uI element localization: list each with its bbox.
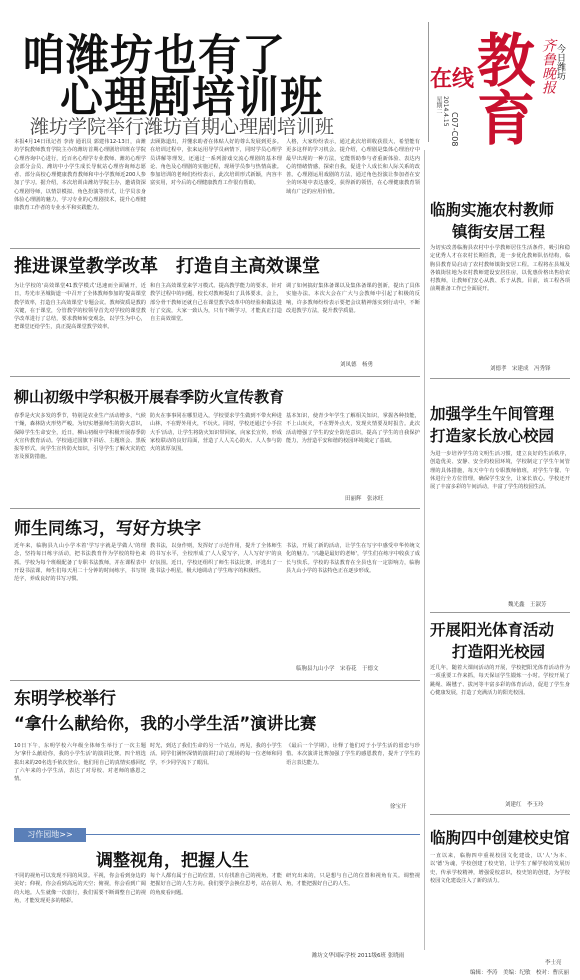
story4-title: 师生同练习，写好方块字 — [14, 519, 201, 539]
lead-subtitle: 潍坊学院举行潍坊首期心理剧培训班 — [30, 116, 335, 138]
right-story-a-byline: 刘德孝 宋建成 冯秀锋 — [490, 366, 551, 372]
masthead-weekday: 星期二 — [435, 96, 442, 114]
story3-col2: 防火在事事同在哪里进入，学校要求学生做到不带火种进山林，不在野外用火，不玩火。同时，学校还通过'小手拉大手'活动，让学生将防火知识带回家，向家长宣传，形成家校联动的良好局面，营造了人人关心防火、人人参与防火的浓厚氛围。 — [150, 413, 282, 453]
lead-title-line2: 心理剧培训班 — [60, 73, 324, 123]
right-story-c-byline: 刘建红 李玉玲 — [505, 802, 544, 808]
masthead-divider — [428, 22, 429, 142]
masthead-section-jiaoyu: 教育 — [467, 30, 535, 146]
story5-col1: 10日下午，东明学校六年级全体师生举行了一次主题为'拿什么献给你，我的小学生活'的演讲比赛。四个班选拔出来的20名选手依次登台，他们用自己的真情实感回忆了六年来的小学生活，表达了对母校、对老师的感恩之情。 — [14, 743, 146, 783]
story2-col3: 调了如何搞好集体备课以及集体备课的创新，提出了具体实施办法。本次大会在广大与会教师中引起了积极的反响，许多教师纷纷表示要把会议精神落实到行动中，不断改进教学方法，提升教学质量。 — [286, 283, 420, 314]
story2-top-rule — [10, 248, 420, 249]
right-story-d-rule — [430, 814, 570, 815]
right-story-b-body: 为进一步培养学生的文明生活习惯，建立良好的生活秩序，创造优美、安静、安全的校园环境，学校制定了学生午间管理的具体措施，每天中午有专职教师值班，对学生午餐、午休进行全方位管理，确保学生安全，让家长放心。学校还开展了丰富多彩的午间活动，丰富了学生的校园生活。 — [430, 451, 570, 491]
right-story-c-title-line2: 打造阳光校园 — [452, 643, 546, 661]
lead-title-line1: 咱潍坊也有了 — [22, 31, 286, 81]
right-story-d-byline: 李士亮 — [545, 960, 562, 966]
masthead-paper-name: 齐鲁晚报 — [540, 38, 556, 94]
lead-col2: 去顾陈道出，并懂求助者在体贴人好的尊么发展到更多。在培训过程中，张来运用导学员病情下，同时学员心理学员讲解等理发，还通过一系列游戏交流心理剧的基本理论、角色及心理剧的实施过程，现场学员参与热情高涨。参加培训的老师们纷纷表示，此次培训形式新颖，内容丰富实用，对今后的心理健康教育工作很有帮助。 — [150, 139, 282, 187]
story6-col2: 每个人都有属于自己的位置，只有找准自己的视角，才能把握好自己的人生方向。我们要学会换位思考，站在别人的角度看问题。 — [150, 873, 282, 896]
story4-top-rule — [10, 508, 420, 509]
right-story-a-body: 为切实改善临朐县农村中小学教师居住生活条件，吸引和稳定优秀人才在农村长期任教，进一步优化教师队伍结构，临朐县教育局启动了农村教师镇街安居工程。工程将在县城及各镇街驻地为农村教师建设安居住房，以优惠价格出售给农村教师，让教师们安心从教、乐于从教。目前，该工程各项前期准备工作已全面展开。 — [430, 245, 570, 293]
story2-col1: 为让学校的'高效课堂41教学模式'迅速而全面铺开，近日，寿光市圣城街道一中召开了全体教师参加的'提高课堂教学效率，打造自主高效课堂'专题会议。教师资质是教的关键，在于课堂，分管教学的校领导首先对学校的课堂教学改革进行了总结，要求教师转变观念，以学生为中心，把课堂还给学生，真正提高课堂教学效率。 — [14, 283, 146, 331]
story4-col2: 教书法，以身作则，发挥好了示范作用，提升了全体师生的书写水平，全校形成了'人人爱写字，人人写好字'的良好氛围。近日，学校还组织了师生书法比赛，评选出了一批书法小明星，极大地调动了学生练字的积极性。 — [150, 543, 282, 574]
masthead-edition: 今日潍坊 — [555, 44, 565, 80]
story6-tag-rule — [86, 834, 420, 835]
page-footer: 编辑：李涛 美编：纪敏 校对：曹庆丽 — [470, 970, 570, 976]
right-story-b-title-line2: 打造家长放心校园 — [430, 427, 555, 445]
story5-col2: 时光，到达了我们生命的另一个站点，再见，我的小学生活。同学们满怀深情的演讲打动了现场的每一位老师和同学，不少同学流下了眼泪。 — [150, 743, 282, 766]
right-story-c-body: 近几年，随着大课间活动的开展，学校把阳光体育活动作为一项重要工作来抓，每天保证学生锻炼一小时。学校开展了跳绳、踢毽子、拔河等丰富多彩的体育活动，促进了学生身心健康发展，打造了充满活力的阳光校园。 — [430, 665, 570, 696]
right-story-d-title: 临朐四中创建校史馆 — [430, 829, 570, 847]
story4-col3: 书法，开展了新的活动，让学生在写字中感受中华传统文化的魅力。'兴趣是最好的老师'，学生们在练字中收获了成长与快乐。学校的书法教育在全县也有一定影响力，临朐县九山小学的书法特色正在逐步形成。 — [286, 543, 420, 574]
right-story-a-title-line1: 临朐实施农村教师 — [430, 201, 555, 219]
right-story-b-title-line1: 加强学生午间管理 — [430, 405, 555, 423]
story5-col3: 《最后一个学期》，诠释了他们对于小学生活的留恋与珍惜。本次演讲比赛加强了学生的感恩教育，提升了学生的语言表达能力。 — [286, 743, 420, 766]
story4-byline: 临朐县九山小学 宋春花 于德文 — [296, 666, 379, 672]
story6-col1: 不同的视角可以发现不同的风景。平视，你会看到身边的美好；仰视，你会看到高远的天空；俯视，你会看到广阔的大地。人生就像一次旅行，我们需要不断调整自己的视角，才能发现更多的精彩。 — [14, 873, 146, 904]
story2-title: 推进课堂教学改革 打造自主高效课堂 — [14, 256, 320, 277]
story6-title: 调整视角，把握人生 — [96, 851, 249, 871]
right-story-c-rule — [430, 612, 570, 613]
story3-col1: 春季是火灾多发的季节，特别是农业生产活动增多，气候干燥，森林防火形势严峻。为切实增强师生的防火意识，保障学生生命安全，近日，柳山初级中学积极开展春季防火宣传教育活动。学校通过国旗下讲话、主题班会、黑板报等形式，向学生宣传防火知识，引导学生了解火灾的危害及预防措施。 — [14, 413, 146, 461]
story5-title-line2: “拿什么献给你，我的小学生活”演讲比赛 — [14, 714, 317, 733]
story5-byline: 徐宝开 — [390, 804, 407, 810]
story4-col1: 近年来，临朐县九山小学本着'学写字就是学做人'的理念，坚持每日练字活动，把书法教育作为学校的特色来抓。学校为每个班级配备了专职书法教师，并在课程表中开设书法课，师生们每天用二十分钟的时间练字，书写规范字，养成良好的书写习惯。 — [14, 543, 146, 583]
right-story-b-rule — [430, 378, 570, 379]
story6-tag: 习作园地>> — [14, 828, 86, 842]
right-story-b-byline: 魏光鑫 王淑芳 — [508, 602, 547, 608]
right-story-d-body: 一直以来，临朐四中重视校园文化建设，以'人'为本、以'德'为魂，学校创建了校史馆，让学生了解学校的发展历史，传承学校精神，增强爱校意识，校史馆的创建，为学校校园文化建设注入了新的活力。 — [430, 853, 570, 884]
story2-col2: 和自主高效课堂来学习模式。提高教学能力的要求，针对教学过程中的问题，校长对教师提出了具体要求，会上，部分骨干教师还就自己在课堂教学改革中的经验和做法进行了交流，大家一致认为，只有不断学习，才能真正打造自主高效课堂。 — [150, 283, 282, 323]
story2-byline: 刘凤德 杨勇 — [340, 362, 374, 368]
story6-col3: 研究出来的，只是想与自己的位置和视角有关。调整视角，才能把握好自己的人生。 — [286, 873, 420, 888]
masthead-date: 2014.4.15 — [442, 96, 449, 127]
story5-title-line1: 东明学校举行 — [14, 689, 116, 709]
story3-byline: 田丽辉 张冰旺 — [345, 496, 384, 502]
right-story-a-title-line2: 镇街安居工程 — [452, 223, 546, 241]
story3-title: 柳山初级中学积极开展春季防火宣传教育 — [14, 388, 285, 406]
right-column-divider — [424, 150, 425, 950]
right-story-c-title-line1: 开展阳光体育活动 — [430, 621, 555, 639]
story3-col3: 基本知识，使青少年学生了解相关知识，掌握各种技能，不上山玩火，不在野外点火，发现火情要及时报告。此次活动增强了学生的安全防范意识，提高了学生的自我保护能力，为营造平安和谐的校园环境奠定了基础。 — [286, 413, 420, 444]
story3-top-rule — [10, 376, 420, 377]
lead-col1: 本报4月14日讯记者 李涛 通讯员 郭建伟12-13日，由潍坊学院教师教育学院主办的潍坊首期心理剧培训班在学院心理咨询中心进行，近百名心理学专业教师、潍坊心理学会部分会员、潍坊中小学生成长导航站心理咨询师志愿者、部分高校心理健康教育教师和中小学教师近200人参加了学习。据介绍，本次培训由潍坊学院主办，邀请资深心理剧导师，以情景模拟、角色扮演等形式，让学员亲身体验心理剧的魅力，学习专业的心理剧技术，提升心理健康教育工作者的专业水平和实践能力。 — [14, 139, 146, 212]
story6-byline: 潍坊文华国际学校 2011级6班 张晓雨 — [311, 953, 405, 959]
masthead-section-zai: 在线 — [430, 67, 475, 92]
story5-top-rule — [10, 680, 420, 681]
masthead-pages: C07-C08 — [450, 112, 459, 147]
lead-col3: 人格，大家纷纷表示，通过此次培训收获很大，希望能有更多这样的学习机会。提介绍，心理剧是集体心理治疗中最早出现的一种方法，它能帮助参与者重新体验、表达内心的情绪情感，探索自我，促进个人成长和人际关系的改善。心理剧运用戏剧的方法，通过角色扮演让参加者在安全的环境中表达感受，获得新的领悟，在心理健康教育领域有广泛的应用价值。 — [286, 139, 420, 195]
